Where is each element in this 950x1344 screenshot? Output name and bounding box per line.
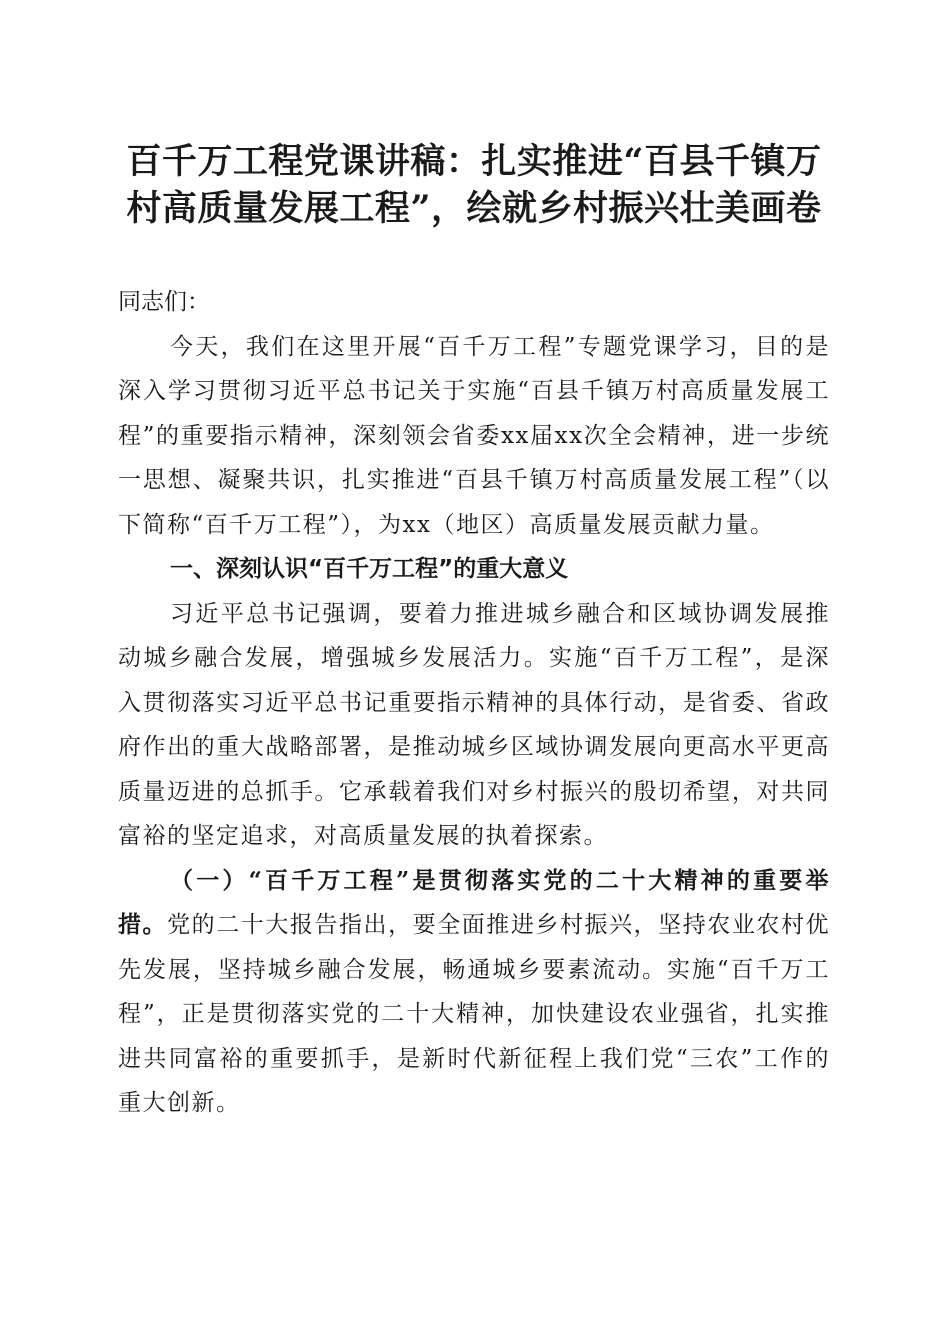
document-page <box>118 138 830 1126</box>
intro-paragraph: 今天，我们在这里开展“百千万工程”专题党课学习，目的是深入学习贯彻习近平总书记关于实施“百县千镇万村高质量发展工程”的重要指示精神，深刻领会省委xx届xx次全会精神，进一步统一思想、凝聚共识，扎实推进“百县千镇万村高质量发展工程”（以下简称“百千万工程”），为xx（地区）高质量发展贡献力量。 <box>118 333 830 538</box>
title-line-1: 百千万工程党课讲稿：扎实推进“百县千镇万 <box>126 141 822 182</box>
subsection-1-paragraph <box>118 859 830 1126</box>
document-title <box>118 138 830 232</box>
salutation: 同志们： <box>118 289 210 315</box>
title-line-2: 村高质量发展工程”，绘就乡村振兴壮美画卷 <box>126 188 822 229</box>
section-heading-1: 一、深刻认识“百千万工程”的重大意义 <box>170 556 569 582</box>
subsection-1-lead: （一）“百千万工程”是贯彻落实党的二十大精神的重要举措。 <box>118 866 830 938</box>
subsection-1-body: 党的二十大报告指出，要全面推进乡村振兴，坚持农业农村优先发展，坚持城乡融合发展，畅通城乡要素流动。实施“百千万工程”，正是贯彻落实党的二十大精神，加快建设农业强省，扎实推进共同富裕的重要抓手，是新时代新征程上我们党“三农”工作的重大创新。 <box>118 912 831 1116</box>
section-1-paragraph: 习近平总书记强调，要着力推进城乡融合和区域协调发展推动城乡融合发展，增强城乡发展活力。实施“百千万工程”，是深入贯彻落实习近平总书记重要指示精神的具体行动，是省委、省政府作出的重大战略部署，是推动城乡区域协调发展向更高水平更高质量迈进的总抓手。它承载着我们对乡村振兴的殷切希望，对共同富裕的坚定追求，对高质量发展的执着探索。 <box>118 600 830 849</box>
